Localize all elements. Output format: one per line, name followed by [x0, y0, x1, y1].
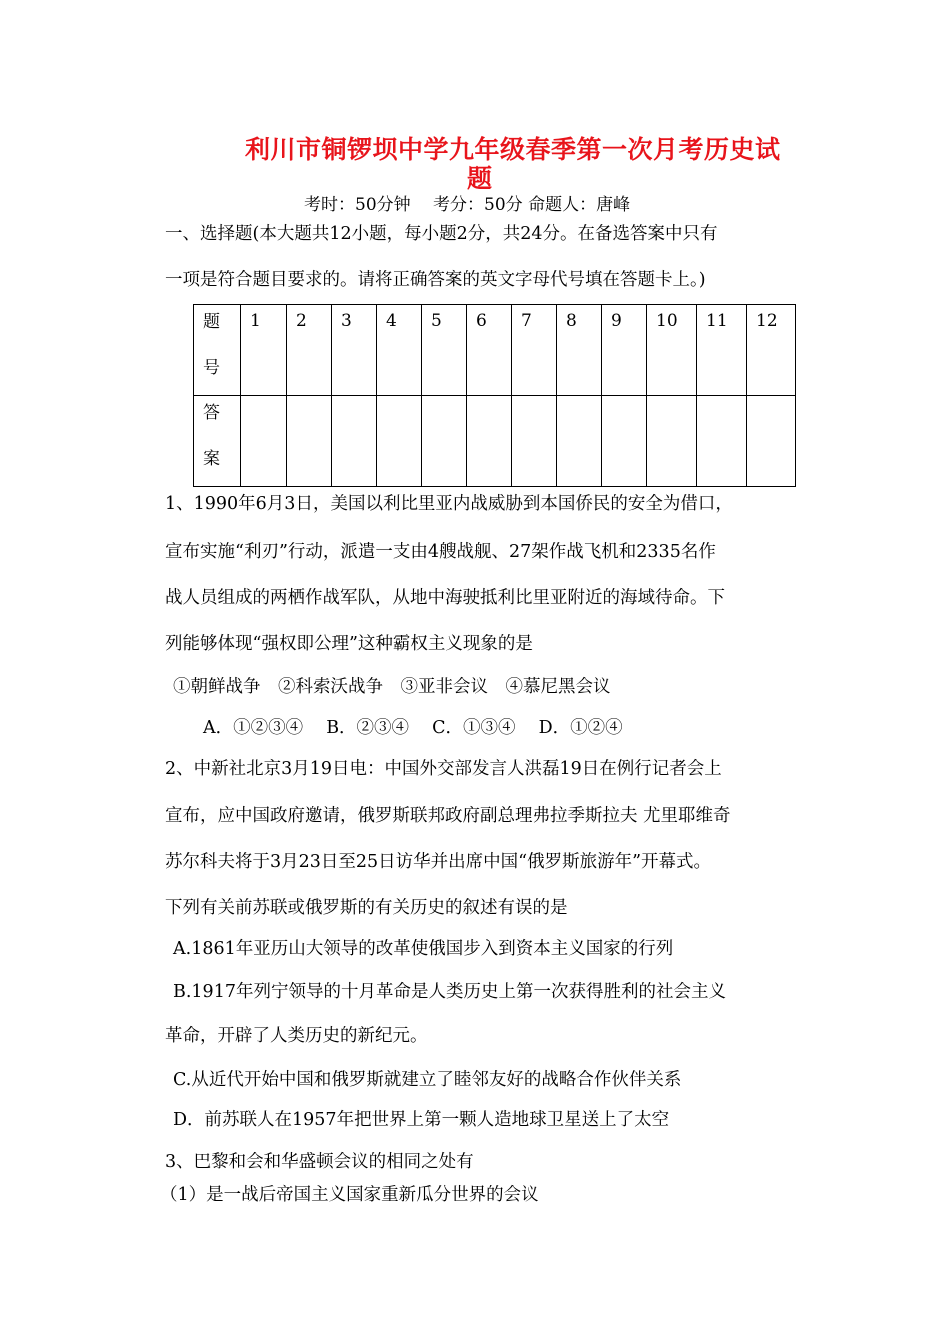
question-number-cell: 4 — [377, 305, 422, 396]
q1-line1: 1、1990年6月3日，美国以利比里亚内战威胁到本国侨民的安全为借口， — [165, 494, 733, 514]
question-number-cell: 7 — [512, 305, 557, 396]
row-label-char: 案 — [203, 449, 220, 469]
answer-cell[interactable] — [287, 396, 332, 487]
answer-cell[interactable] — [377, 396, 422, 487]
q2-option-b: B.1917年列宁领导的十月革命是人类历史上第一次获得胜利的社会主义 — [173, 982, 726, 1002]
q2-option-a: A.1861年亚历山大领导的改革使俄国步入到资本主义国家的行列 — [173, 939, 674, 959]
q1-options: A．①②③④ B．②③④ C．①③④ D．①②④ — [203, 718, 623, 738]
answer-cell[interactable] — [697, 396, 747, 487]
q2-option-c: C.从近代开始中国和俄罗斯就建立了睦邻友好的战略合作伙伴关系 — [173, 1070, 682, 1090]
question-number-cell: 2 — [287, 305, 332, 396]
table-row-numbers — [194, 305, 796, 396]
q3-line1: 3、巴黎和会和华盛顿会议的相同之处有 — [165, 1152, 474, 1172]
q2-option-b-cont: 革命，开辟了人类历史的新纪元。 — [165, 1026, 428, 1046]
exam-title: 利川市铜锣坝中学九年级春季第一次月考历史试 — [245, 135, 781, 164]
answer-cell[interactable] — [602, 396, 647, 487]
q2-line1: 2、中新社北京3月19日电：中国外交部发言人洪磊19日在例行记者会上 — [165, 759, 722, 779]
answer-cell[interactable] — [422, 396, 467, 487]
q3-item1: （1）是一战后帝国主义国家重新瓜分世界的会议 — [160, 1185, 539, 1205]
q1-line3: 战人员组成的两栖作战军队，从地中海驶抵利比里亚附近的海域待命。下 — [165, 588, 725, 608]
exam-meta: 考时：50分钟 考分：50分 命题人：唐峰 — [304, 195, 631, 215]
q2-line3: 苏尔科夫将于3月23日至25日访华并出席中国“俄罗斯旅游年”开幕式。 — [165, 852, 712, 872]
q1-line4: 列能够体现“强权即公理”这种霸权主义现象的是 — [165, 634, 533, 654]
row-label-char: 号 — [203, 358, 220, 378]
table-row-answers — [194, 396, 796, 487]
question-number-cell: 10 — [647, 305, 697, 396]
question-number-cell: 6 — [467, 305, 512, 396]
question-number-cell: 11 — [697, 305, 747, 396]
question-number-cell: 1 — [241, 305, 287, 396]
question-number-cell: 3 — [332, 305, 377, 396]
answer-cell[interactable] — [647, 396, 697, 487]
answer-cell[interactable] — [332, 396, 377, 487]
question-number-cell: 9 — [602, 305, 647, 396]
answer-cell[interactable] — [557, 396, 602, 487]
answer-cell[interactable] — [467, 396, 512, 487]
q1-items: ①朝鲜战争 ②科索沃战争 ③亚非会议 ④慕尼黑会议 — [173, 677, 611, 697]
q2-line2: 宣布，应中国政府邀请，俄罗斯联邦政府副总理弗拉季斯拉夫 尤里耶维奇 — [165, 806, 731, 826]
q2-line4: 下列有关前苏联或俄罗斯的有关历史的叙述有误的是 — [165, 898, 568, 918]
q1-line2: 宣布实施“利刃”行动，派遣一支由4艘战舰、27架作战飞机和2335名作 — [165, 542, 716, 562]
answer-sheet-table — [193, 304, 796, 487]
section-intro-line2: 一项是符合题目要求的。请将正确答案的英文字母代号填在答题卡上。) — [165, 270, 706, 290]
section-intro-line1: 一、选择题(本大题共12小题，每小题2分，共24分。在备选答案中只有 — [165, 224, 718, 244]
question-number-cell: 5 — [422, 305, 467, 396]
answer-cell[interactable] — [241, 396, 287, 487]
row-label-number — [194, 305, 241, 396]
answer-cell[interactable] — [512, 396, 557, 487]
answer-cell[interactable] — [747, 396, 796, 487]
question-number-cell: 12 — [747, 305, 796, 396]
row-label-char: 题 — [203, 312, 220, 332]
row-label-char: 答 — [203, 403, 220, 423]
exam-title-continued: 题 — [467, 164, 493, 193]
row-label-answer — [194, 396, 241, 487]
q2-option-d: D．前苏联人在1957年把世界上第一颗人造地球卫星送上了太空 — [173, 1110, 670, 1130]
question-number-cell: 8 — [557, 305, 602, 396]
